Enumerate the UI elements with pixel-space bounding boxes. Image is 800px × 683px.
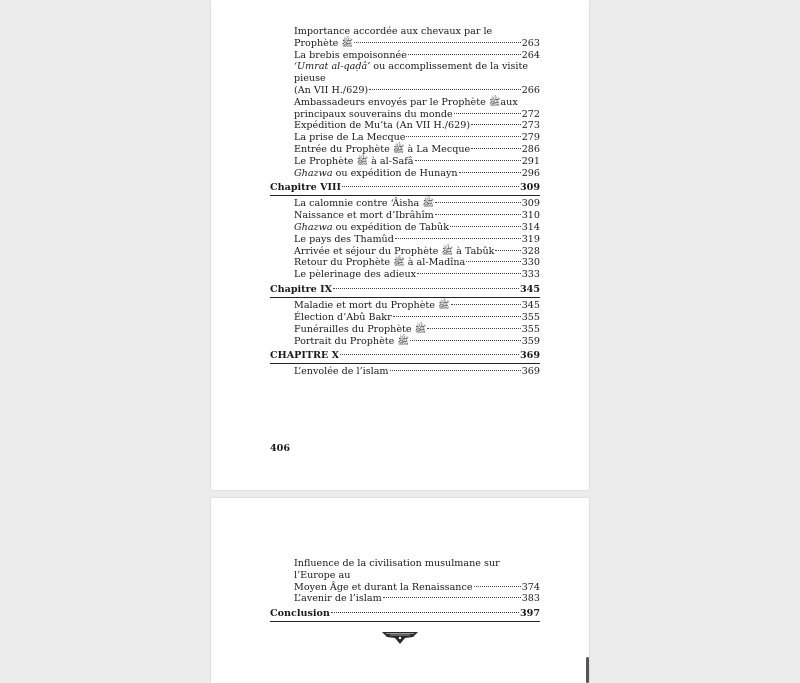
toc-entry [270, 558, 540, 593]
toc-page-number: 272 [521, 108, 540, 120]
toc-entry-title: Le Prophète ﷺ à al-Safâ [294, 155, 414, 167]
toc-page-number: 314 [521, 222, 540, 234]
toc-chapter [270, 350, 540, 362]
toc-entry-title: L’envolée de l’islam [294, 366, 389, 378]
toc-page-number: 397 [519, 608, 540, 620]
toc-entry-title: Arrivée et séjour du Prophète ﷺ à Tabûk [294, 245, 495, 257]
toc-entry [270, 300, 540, 312]
toc-entry-title: principaux souverains du monde [294, 108, 453, 120]
toc-page-number: 355 [521, 311, 540, 323]
toc-entry-title: Moyen Âge et durant la Renaissance [294, 581, 473, 593]
table-of-contents [270, 558, 540, 624]
toc-entry [270, 324, 540, 336]
toc-page-number: 383 [521, 593, 540, 605]
toc-chapter [270, 284, 540, 296]
toc-page-number: 328 [521, 245, 540, 257]
toc-entry [270, 234, 540, 246]
dot-leader [395, 238, 521, 239]
dot-leader [435, 214, 521, 215]
dot-leader [495, 250, 520, 251]
toc-entry-line: Importance accordée aux chevaux par le [294, 26, 493, 37]
dot-leader [390, 370, 521, 371]
toc-page-number: 286 [521, 143, 540, 155]
dot-leader [369, 89, 521, 90]
dot-leader [471, 124, 521, 125]
toc-page-number: 333 [521, 269, 540, 281]
toc-entry [270, 336, 540, 348]
toc-page-number: 330 [521, 257, 540, 269]
toc-page-number: 273 [521, 120, 540, 132]
toc-page-number: 319 [521, 233, 540, 245]
toc-entry-title: Ghazwa ou expédition de Tabûk [294, 222, 450, 234]
dot-leader [451, 304, 521, 305]
toc-entry-title: L’avenir de l’islam [294, 593, 382, 605]
toc-entry [270, 593, 540, 605]
dot-leader [435, 202, 521, 203]
toc-entry [270, 50, 540, 62]
toc-entry-title: Funérailles du Prophète ﷺ [294, 323, 427, 335]
toc-entry [270, 26, 540, 50]
toc-entry-title: Expédition de Mu’ta (An VII H./629) [294, 120, 471, 132]
toc-page-number: 291 [521, 155, 540, 167]
page-number: 406 [270, 443, 291, 454]
scrollbar-thumb[interactable] [586, 657, 589, 683]
dot-leader [342, 186, 519, 187]
chapter-rule [270, 195, 540, 196]
dot-leader [393, 316, 521, 317]
dot-leader [417, 273, 521, 274]
toc-entry [270, 61, 540, 96]
dot-leader [471, 148, 520, 149]
toc-entry-line: Ambassadeurs envoyés par le Prophète ﷺaux [294, 96, 518, 108]
toc-entry-title: Naissance et mort d’Ibrâhîm [294, 210, 434, 222]
toc-page-number: 264 [521, 49, 540, 61]
dot-leader [415, 160, 521, 161]
dot-leader [354, 42, 521, 43]
toc-entry-title: Élection d’Abû Bakr [294, 311, 392, 323]
dot-leader [427, 328, 520, 329]
toc-page-number: 355 [521, 323, 540, 335]
toc-page-number: 369 [519, 350, 540, 362]
toc-entry [270, 312, 540, 324]
toc-entry-title: La brebis empoisonnée [294, 49, 407, 61]
dot-leader [383, 597, 521, 598]
toc-entry-title: CHAPITRE X [270, 350, 340, 362]
toc-entry [270, 198, 540, 210]
toc-entry-title: Chapitre IX [270, 284, 333, 296]
toc-entry-title: Prophète ﷺ [294, 37, 353, 49]
toc-page-number: 266 [521, 84, 540, 96]
toc-entry [270, 156, 540, 168]
dot-leader [333, 288, 519, 289]
toc-entry [270, 366, 540, 378]
dot-leader [340, 354, 519, 355]
dot-leader [331, 612, 519, 613]
toc-page-number: 345 [519, 284, 540, 296]
toc-page-number: 309 [519, 182, 540, 194]
toc-chapter [270, 608, 540, 620]
dot-leader [466, 261, 520, 262]
toc-entry-title: Le pays des Thamûd [294, 233, 394, 245]
toc-entry [270, 97, 540, 121]
toc-entry-line: Influence de la civilisation musulmane sur l’Europe au [294, 558, 500, 581]
toc-page-number: 345 [521, 300, 540, 312]
toc-entry-title: Portrait du Prophète ﷺ [294, 335, 409, 347]
toc-entry-title: La calomnie contre ‘Âisha ﷺ [294, 198, 434, 210]
ornament-icon [380, 629, 420, 645]
toc-entry [270, 144, 540, 156]
dot-leader [410, 340, 521, 341]
toc-entry [270, 168, 540, 180]
toc-page-number: 374 [521, 581, 540, 593]
toc-entry-title: (An VII H./629) [294, 84, 369, 96]
toc-entry-title: Entrée du Prophète ﷺ à La Mecque [294, 143, 471, 155]
toc-entry-title: Conclusion [270, 608, 330, 620]
chapter-rule [270, 621, 540, 622]
toc-entry-title: Chapitre VIII [270, 182, 342, 194]
toc-page-number: 309 [521, 198, 540, 210]
toc-chapter [270, 182, 540, 194]
toc-page-number: 296 [521, 167, 540, 179]
toc-page-number: 263 [521, 37, 540, 49]
table-of-contents [270, 26, 540, 378]
toc-page-number: 310 [521, 210, 540, 222]
dot-leader [459, 172, 521, 173]
toc-entry [270, 222, 540, 234]
toc-entry-title: Maladie et mort du Prophète ﷺ [294, 300, 450, 312]
toc-entry [270, 132, 540, 144]
dot-leader [474, 586, 521, 587]
toc-entry [270, 120, 540, 132]
toc-entry [270, 257, 540, 269]
toc-entry-title: Ghazwa ou expédition de Hunayn [294, 167, 458, 179]
toc-entry-title: La prise de La Mecque [294, 132, 406, 144]
page-406 [211, 0, 589, 490]
toc-entry [270, 210, 540, 222]
dot-leader [408, 54, 521, 55]
toc-page-number: 369 [521, 366, 540, 378]
dot-leader [450, 226, 521, 227]
toc-page-number: 279 [521, 132, 540, 144]
page-407 [211, 498, 589, 683]
toc-entry-title: Le pèlerinage des adieux [294, 269, 417, 281]
dot-leader [454, 113, 521, 114]
toc-entry-title: Retour du Prophète ﷺ à al-Madîna [294, 257, 466, 269]
chapter-rule [270, 363, 540, 364]
toc-entry [270, 246, 540, 258]
chapter-rule [270, 297, 540, 298]
toc-page-number: 359 [521, 335, 540, 347]
dot-leader [406, 136, 520, 137]
toc-entry-line: ‘Umrat al-qaḍâ’ ou accomplissement de la visite pieuse [294, 61, 529, 85]
toc-entry [270, 269, 540, 281]
